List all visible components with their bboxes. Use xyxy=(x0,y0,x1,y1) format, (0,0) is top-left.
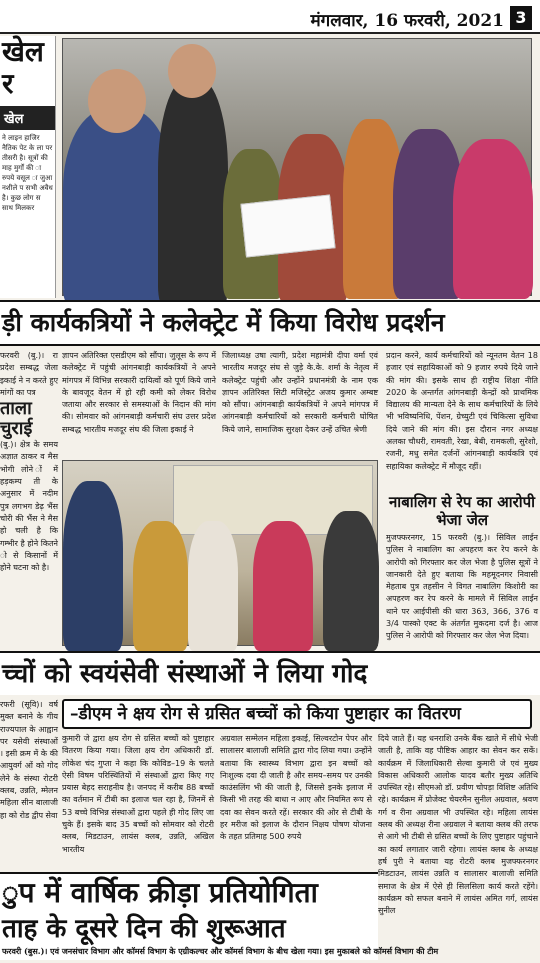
theft-subheadline: ताला चुराई xyxy=(0,398,33,440)
left-partial-column xyxy=(0,36,56,298)
figure-head xyxy=(168,44,216,98)
left-section-tag: खेल xyxy=(0,106,55,130)
rape-accused-story: मुजफ्फरनगर, 15 फरवरी (बु.)। सिविल लाईन पुलिस ने नाबालिग का अपहरण कर रेप करने के आरोपी को गिरफ्तार कर जेल भेजा है पुलिस सूत्रों ने जानकारी देते हुए बताया कि महमूदनगर निवासी मेहताब पुत्र तहसीन ने विगत नाबालिग किशोरी का अपहरण कर रेप करने के मामले में सिविल लाईन थाने पर आईपीसी की धारा 363, 366, 376 व 3/4 पास्को एक्ट के अंतर्गत मुकदमा दर्ज है। आज पुलिस ने आरोपी को गिरफ्तार कर जेल भेज दिया। xyxy=(386,533,538,641)
theft-story-text: (बु.)। क्षेत्र के समय अज्ञात ठाकर व मैस भोगी लोने ों में हड़कम्प ती के अनुसार में नदीम पुत्र लगभग डेढ़ भैंस चोरी की भैंस ने मैस हो चली है कि गम्भीर है होने कितने ो से किसानों में होने घटना को है। xyxy=(0,440,58,573)
main-headline: ड़ी कार्यकत्रियों ने कलेक्ट्रेट में किया विरोध प्रदर्शन xyxy=(0,300,540,346)
bottom-column-4: दिये जाते हैं। यह धनराशि उनके बैंक खाते में सीधे भेजी जाती है, ताकि वह पौष्टिक आहार का सेवन कर सकें। कार्यक्रम में जिलाधिकारी सेल्वा कुमारी जे एवं मुख्य विकास अधिकारी आलोक यादव बतौर मुख्य अतिथि उपस्थित रहे। सीएमओ डॉ. प्रवीण चोपड़ा विशिष्ट अतिथि रहे। कार्यक्रम में प्रोजेक्ट चेयरमैन सुनील अग्रवाल, श्रवण गर्ग व रीना अग्रवाल भी उपस्थित रहे। महिला लायंस क्लब की अध्यक्ष रीना अग्रवाल ने बताया क्लब की तरफ से आगे भी टीबी से ग्रसित बच्चों के लिए पुष्टाहार पहुंचाने का कार्य लगातार जारी रहेगा। लायंस क्लब के अध्यक्ष हर्ष पुरी ने बताया यह रोटरी क्लब मुजफ्फरनगर मिडटाउन, लायंस उन्नति व सालासर बालाजी समिति समाज के क्षेत्र में ऐसे ही सिलसिला कार्य करते रहेंगे। कार्यक्रम को सफल बनाने में लायंस अमित गर्ग, लायंस सुनील xyxy=(378,734,538,916)
man-in-dark-coat-figure xyxy=(158,79,228,309)
bottom-column-3: अग्रवाल सम्मेलन महिला इकाई, सिल्वरटोन पेपर और सालासर बालाजी समिति द्वारा गोद लिया गया। उन्होंने बताया कि स्वास्थ्य विभाग द्वारा इन बच्चों को निःशुल्क दवा दी जाती है और समय–समय पर उनकी काउंसलिंग भी की जाती है, जिससे इनके इलाज में किसी भी तरह की बाधा न आए और नियमित रूप से दवा का सेवन करते रहें। सरकार की ओर से टीबी के हर मरीज को इलाज के दौरान निक्षय पोषण योजना के तहत प्रतिमाह 500 रुपये xyxy=(220,734,372,842)
left-story-column xyxy=(0,350,58,652)
rape-accused-headline: नाबालिग से रेप का आरोपी भेजा जेल xyxy=(388,493,535,529)
adoption-headline: च्चों को स्वयंसेवी संस्थाओं ने लिया गोद xyxy=(0,651,540,695)
story-column-3: जिलाध्यक्ष उषा त्यागी, प्रदेश महामंत्री दीपा वर्मा एवं भारतीय मजदूर संघ से जुड़े के.के. शर्मा के नेतृत्व में कलेक्ट्रेट पहुंची और उन्होंने प्रधानमंत्री के नाम एक ज्ञापन अतिरिक्त सिटी मजिस्ट्रेट अजय कुमार अम्बष्ट को सौंपा। आंगनबाड़ी कार्यकत्रियों ने अपने मांगपत्र में आंगनबाड़ी कर्मचारियों को सरकारी कर्मचारी घोषित किये जाने, सामाजिक सुरक्षा देकर उन्हें उचित श्रेणी xyxy=(222,351,378,434)
woman-figure xyxy=(253,521,313,651)
man-figure xyxy=(323,511,379,651)
left-kicker: खेल xyxy=(2,35,44,68)
sports-story-snippet: फरवरी (बुस.)। एवं जनसंचार विभाग और कॉमर्स विभाग के एग्रीकल्चर और कॉमर्स विभाग के बीच खेला गया। इस मुकाबले को कॉमर्स विभाग की टीम xyxy=(2,946,439,956)
nutrition-distribution-photo xyxy=(62,460,378,646)
bottom-column-2: कुमारी जे द्वारा क्षय रोग से ग्रसित बच्चों को पुष्टाहार वितरण किया गया। जिला क्षय रोग अधिकारी डॉ. लोकेश चंद गुप्ता ने कहा कि कोविड–19 के चलते ऐसी विषम परिस्थितियों में संस्थाओं द्वारा किए गए प्रयास बेहद सराहनीय है। जनपद में करीब 88 बच्चों का वर्तमान में टीबी का इलाज चल रहा है, जिनमें से 53 बच्चे विभिन्न संस्थाओं द्वारा पहले ही गोद लिए जा चुके हैं। इसके बाद 35 बच्चों को सोमवार को रोटरी क्लब, मिडटाउन, लायंस क्लब, उन्नति, अखिल भारतीय xyxy=(62,734,214,854)
masthead-bar xyxy=(0,0,540,34)
woman-figure xyxy=(133,521,188,651)
figure-head xyxy=(88,69,146,133)
man-in-blue-figure xyxy=(63,109,173,309)
man-figure xyxy=(63,481,123,651)
sports-headline-line1: ुप में वार्षिक क्रीड़ा प्रतियोगिता xyxy=(2,876,318,909)
adoption-subheadline: –डीएम ने क्षय रोग से ग्रसित बच्चों को किया पुष्टाहार का वितरण xyxy=(62,699,532,729)
woman-in-pink-figure xyxy=(453,139,533,299)
left-story-text: फरवरी (बु.)। रा प्रदेश सम्बद्ध जेला इकाई ने न करते हुए मांगों का पत्र xyxy=(0,351,58,397)
page-number: 3 xyxy=(510,6,532,30)
sports-headline-block xyxy=(0,872,439,960)
left-story-snippet: ने लाइन हाजिर नैतिक पेट के ला पर तीसरी है। सूत्रों की माह मुर्गों की ा रुपये वसूल ा जुआ नशीले प सभी अवैध है। कुछ लोग स साथ मिलकर xyxy=(2,134,53,212)
memorandum-paper xyxy=(240,194,335,257)
issue-date: मंगलवार, 16 फरवरी, 2021 xyxy=(310,11,504,31)
bottom-left-column: रफरी (सूवि)। वर्ष मुक्त बनाने के गीय राज्यपाल के आह्वान पर यसेवी संस्थाओं । इसी क्रम में के की आयुवर्ग ओं को गोद लेने के संस्था रोटरी क्लब, उन्नति, म्मेलन महिला सीन बालाजी हा को रोड द्वीप सेवा xyxy=(0,700,58,820)
woman-figure xyxy=(188,521,238,651)
sports-headline-line2: ताह के दूसरे दिन की शुरूआत xyxy=(2,914,286,944)
story-column-2: ज्ञापन अतिरिक्त एसडीएम को सौंपा। जुलूस के रूप में कलेक्ट्रेट में पहुंची आंगनबाड़ी कार्यकत्रियों ने अपने मांगपत्र में विभिन्न सरकारी दायित्वों को पूर्ण किये जाने के बावजूद वेतन में हो रही कमी को लेकर विरोध जताया और सरकार से समस्याओं के निदान की मांग की। सोमवार को आंगनबाड़ी कर्मचारी संघ उत्तर प्रदेश सम्बद्ध भारतीय मजदूर संघ की जिला इकाई ने xyxy=(62,351,216,434)
left-kicker-line2: र xyxy=(2,67,14,100)
story-column-4: प्रदान करने, कार्य कर्मचारियों को न्यूनतम वेतन 18 हजार एवं सहायिकाओं को 9 हजार रुपये दिये जाने की मांग की। इसके साथ ही राष्ट्रीय शिक्षा नीति 2020 के अन्तर्गत आंगनबाड़ी केन्द्रों को प्राथमिक विद्यालय की मान्यता देने के साथ कर्मचारियों के लिये भी भविष्यनिधि, पेंशन, ग्रेच्युटी एवं चिकित्सा सुविधा दिये जाने की मांग की। इस दौरान नगर अध्यक्ष अलका चौधरी, रामवती, रेखा, बेबी, रामकली, सुरेशो, रजनी, मधु समेत दर्जनों आंगनबाड़ी कार्यकत्रि एवं सहायिका कलेक्ट्रेट में मौजूद रहीं। xyxy=(386,351,538,471)
protest-photo xyxy=(62,38,532,296)
